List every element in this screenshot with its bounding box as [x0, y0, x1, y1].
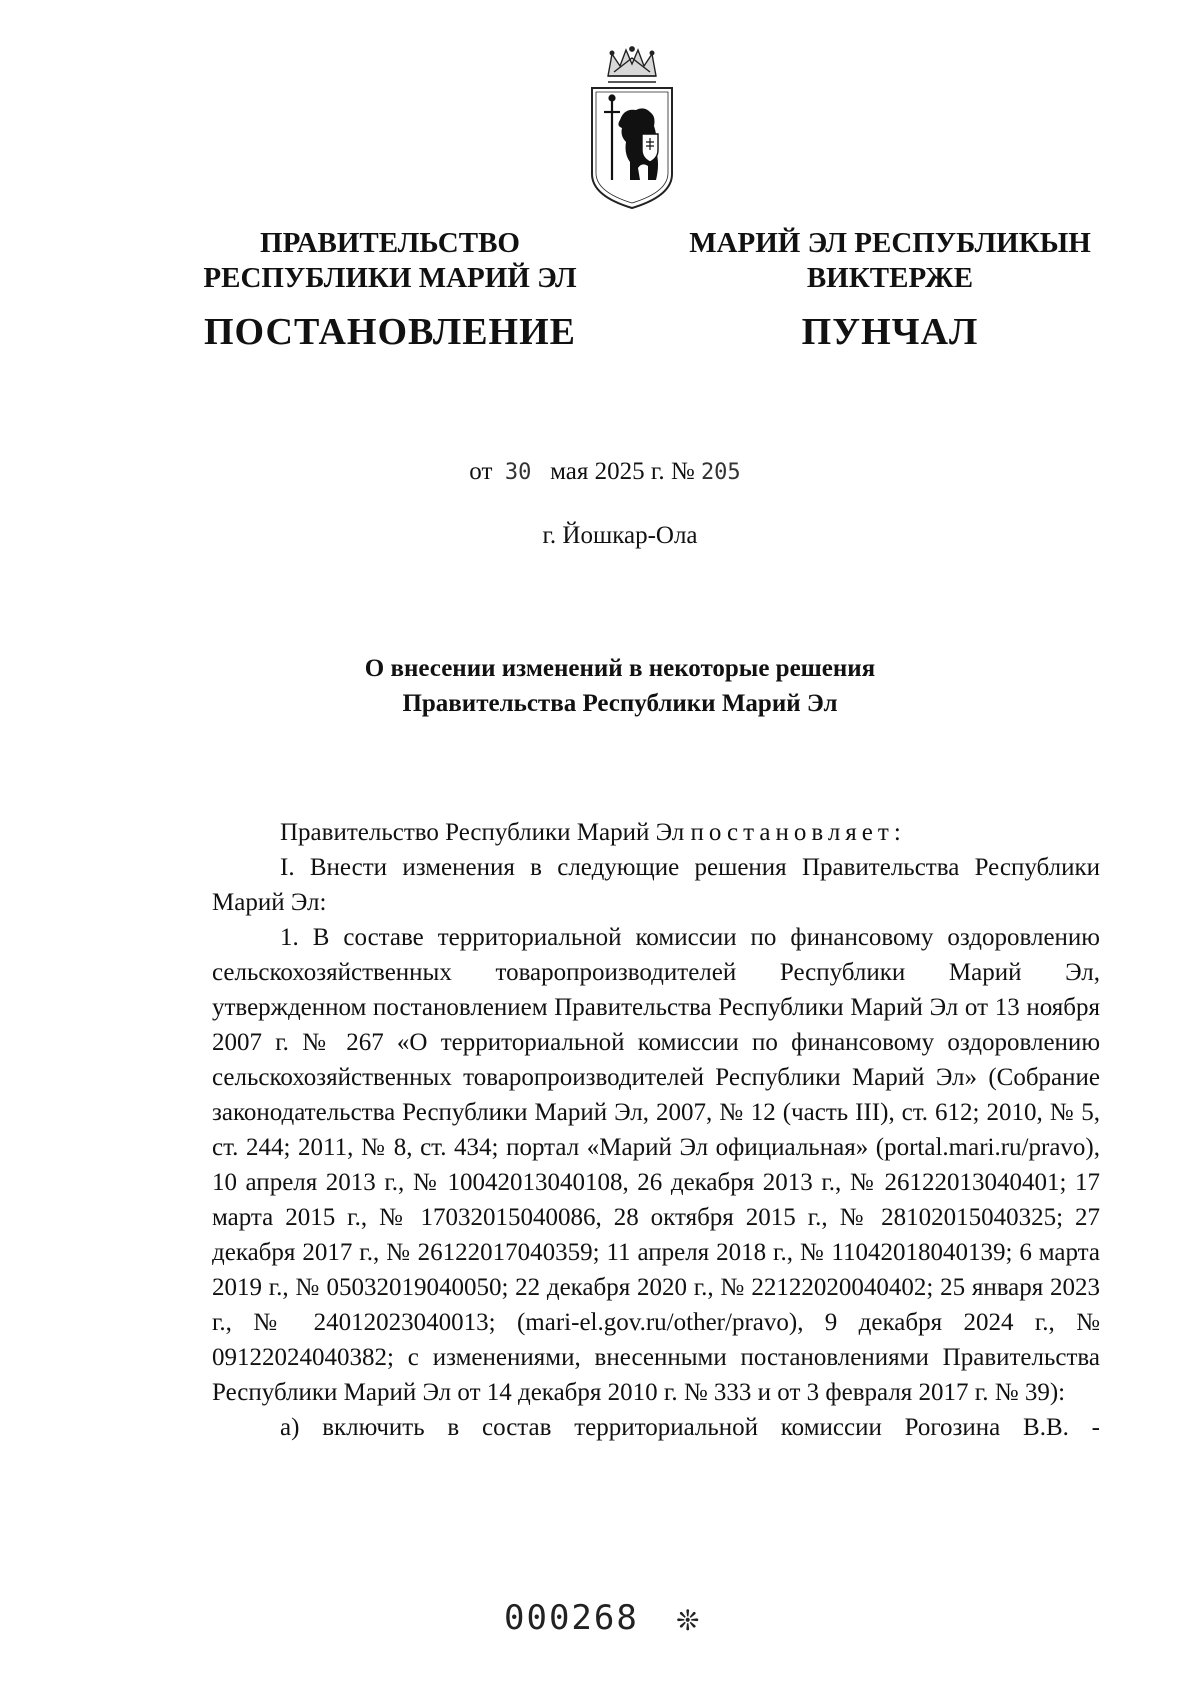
item-1-paragraph: I. Внести изменения в следующие решения Правительства Республики Марий Эл:: [212, 854, 1100, 916]
header-left-title: ПОСТАНОВЛЕНИЕ: [203, 311, 577, 353]
intro-spaced-text: постановляет:: [690, 819, 906, 846]
header-left-line2: РЕСПУБЛИКИ МАРИЙ ЭЛ: [203, 262, 577, 294]
crown-icon: [608, 47, 656, 82]
coat-of-arms-emblem: [586, 46, 678, 214]
document-title: [0, 651, 1200, 721]
asterisk-mark-icon: ❊: [676, 1606, 700, 1637]
intro-text: Правительство Республики Марий Эл: [280, 819, 685, 846]
header-left: [190, 226, 590, 354]
item-a-paragraph: а) включить в состав территориальной комиссии Рогозина В.В. -: [280, 1414, 1100, 1441]
document-number: 205: [700, 460, 741, 485]
header-right-line1: МАРИЙ ЭЛ РЕСПУБЛИКЫН: [689, 227, 1091, 259]
document-body: [212, 815, 1100, 1445]
header-right: [670, 226, 1110, 354]
serial-number: 000268: [504, 1598, 639, 1638]
intro-paragraph: [212, 815, 1100, 850]
date-prefix: от: [469, 458, 493, 485]
document-date-line: [0, 458, 1200, 486]
header-right-title: ПУНЧАЛ: [801, 311, 979, 353]
date-month-year: мая 2025 г. №: [550, 458, 695, 485]
item-1-1-paragraph: 1. В составе территориальной комиссии по финансовому оздоровлению сельскохозяйственных товаропроизводителей Республики Марий Эл, утвержденном постановлением Правительства Республики Марий Эл от 13 ноября 2007 г. № 267 «О территориальной комиссии по финансовому оздоровлению сельскохозяйственных товаропроизводителей Республики Марий Эл» (Собрание законодательства Республики Марий Эл, 2007, № 12 (часть III), ст. 612; 2010, № 5, ст. 244; 2011, № 8, ст. 434; портал «Марий Эл официальная» (portal.mari.ru/pravo), 10 апреля 2013 г., № 10042013040108, 26 декабря 2013 г., № 26122013040401; 17 марта 2015 г., № 17032015040086, 28 октября 2015 г., № 28102015040325; 27 декабря 2017 г., № 26122017040359; 11 апреля 2018 г., № 11042018040139; 6 марта 2019 г., № 05032019040050; 22 декабря 2020 г., № 22122020040402; 25 января 2023 г., № 24012023040013; (mari-el.gov.ru/other/pravo), 9 декабря 2024 г., № 09122024040382; с изменениями, внесенными постановлениями Правительства Республики Марий Эл от 14 декабря 2010 г. № 333 и от 3 февраля 2017 г. № 39):: [212, 924, 1100, 1406]
header-right-line2: ВИКТЕРЖЕ: [806, 262, 974, 294]
date-day: 30: [504, 460, 532, 485]
city: г. Йошкар-Ола: [542, 522, 698, 549]
title-line1: О внесении изменений в некоторые решения: [364, 655, 876, 682]
title-line2: Правительства Республики Марий Эл: [402, 690, 838, 717]
header-left-line1: ПРАВИТЕЛЬСТВО: [260, 227, 520, 259]
